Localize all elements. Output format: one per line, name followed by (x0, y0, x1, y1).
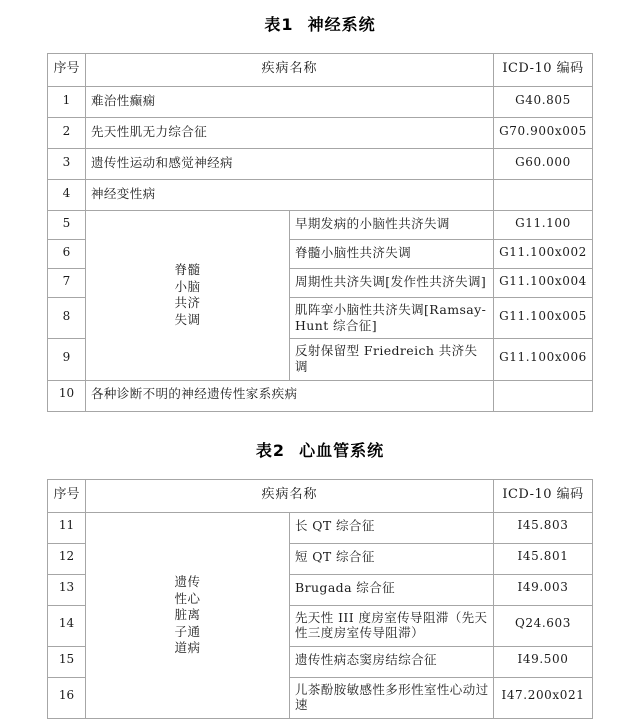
row-number-cell: 3 (48, 149, 86, 180)
column-header-icd-code: ICD-10 编码 (494, 54, 593, 87)
row-code-cell: G11.100x006 (494, 339, 593, 380)
table-row (48, 512, 593, 543)
column-header-disease-name: 疾病名称 (86, 479, 494, 512)
row-number-cell: 9 (48, 339, 86, 380)
top-spacer (0, 0, 640, 12)
row-code-cell: G11.100x005 (494, 298, 593, 339)
row-code-cell: G40.805 (494, 87, 593, 118)
table-row (48, 180, 593, 211)
column-header-number: 序号 (48, 54, 86, 87)
row-number-cell: 14 (48, 605, 86, 646)
row-code-cell: G70.900x005 (494, 118, 593, 149)
row-code-cell: I49.500 (494, 646, 593, 677)
group-label-vertical: 遗传 性心 脏离 子通 道病 (86, 572, 289, 659)
row-name-cell: 儿茶酚胺敏感性多形性室性心动过速 (290, 677, 494, 718)
row-code-cell: G11.100x002 (494, 240, 593, 269)
row-name-cell: Brugada 综合征 (290, 574, 494, 605)
table-header-row (48, 54, 593, 87)
row-number-cell: 16 (48, 677, 86, 718)
row-name-cell: 遗传性病态窦房结综合征 (290, 646, 494, 677)
table-2-title-name: 心血管系统 (299, 441, 384, 460)
row-name-cell: 短 QT 综合征 (290, 543, 494, 574)
table-row (48, 149, 593, 180)
row-name-cell: 先天性 III 度房室传导阻滞（先天性三度房室传导阻滞） (290, 605, 494, 646)
row-name-cell: 神经变性病 (86, 180, 494, 211)
row-name-cell: 肌阵挛小脑性共济失调[Ramsay-Hunt 综合征] (290, 298, 494, 339)
row-number-cell: 12 (48, 543, 86, 574)
table-row (48, 380, 593, 411)
row-number-cell: 7 (48, 269, 86, 298)
table-row (48, 211, 593, 240)
row-number-cell: 15 (48, 646, 86, 677)
between-tables-spacer (0, 412, 640, 438)
row-number-cell: 8 (48, 298, 86, 339)
row-name-cell: 长 QT 综合征 (290, 512, 494, 543)
group-label-cell (86, 211, 290, 381)
row-number-cell: 4 (48, 180, 86, 211)
table-2-title (0, 438, 640, 461)
table-row (48, 87, 593, 118)
table-row (48, 118, 593, 149)
row-name-cell: 各种诊断不明的神经遗传性家系疾病 (86, 380, 494, 411)
table-2-title-gap (0, 461, 640, 479)
row-number-cell: 2 (48, 118, 86, 149)
row-name-cell: 周期性共济失调[发作性共济失调] (290, 269, 494, 298)
row-number-cell: 1 (48, 87, 86, 118)
row-name-cell: 难治性癫痫 (86, 87, 494, 118)
column-header-disease-name: 疾病名称 (86, 54, 494, 87)
row-name-cell: 遗传性运动和感觉神经病 (86, 149, 494, 180)
row-code-cell: G11.100 (494, 211, 593, 240)
row-code-cell (494, 180, 593, 211)
table-1-wrapper (0, 53, 640, 412)
table-1-title (0, 12, 640, 35)
row-name-cell: 脊髓小脑性共济失调 (290, 240, 494, 269)
row-code-cell: Q24.603 (494, 605, 593, 646)
row-number-cell: 13 (48, 574, 86, 605)
row-code-cell (494, 380, 593, 411)
table-2-title-label: 表2 (256, 441, 285, 460)
table-1-title-gap (0, 35, 640, 53)
row-code-cell: I45.801 (494, 543, 593, 574)
row-number-cell: 5 (48, 211, 86, 240)
row-code-cell: I47.200x021 (494, 677, 593, 718)
column-header-number: 序号 (48, 479, 86, 512)
table-1-title-name: 神经系统 (308, 15, 376, 34)
row-code-cell: I45.803 (494, 512, 593, 543)
row-number-cell: 6 (48, 240, 86, 269)
column-header-icd-code: ICD-10 编码 (494, 479, 593, 512)
table-1-title-label: 表1 (264, 15, 293, 34)
table-neurological-system (47, 53, 593, 412)
group-label-cell (86, 512, 290, 719)
row-name-cell: 早期发病的小脑性共济失调 (290, 211, 494, 240)
row-code-cell: G11.100x004 (494, 269, 593, 298)
row-number-cell: 11 (48, 512, 86, 543)
table-2-wrapper (0, 479, 640, 719)
row-code-cell: G60.000 (494, 149, 593, 180)
row-name-cell: 反射保留型 Friedreich 共济失调 (290, 339, 494, 380)
row-code-cell: I49.003 (494, 574, 593, 605)
row-name-cell: 先天性肌无力综合征 (86, 118, 494, 149)
table-header-row (48, 479, 593, 512)
table-cardiovascular-system (47, 479, 593, 719)
row-number-cell: 10 (48, 380, 86, 411)
group-label-vertical: 脊髓 小脑 共济 失调 (86, 260, 289, 330)
